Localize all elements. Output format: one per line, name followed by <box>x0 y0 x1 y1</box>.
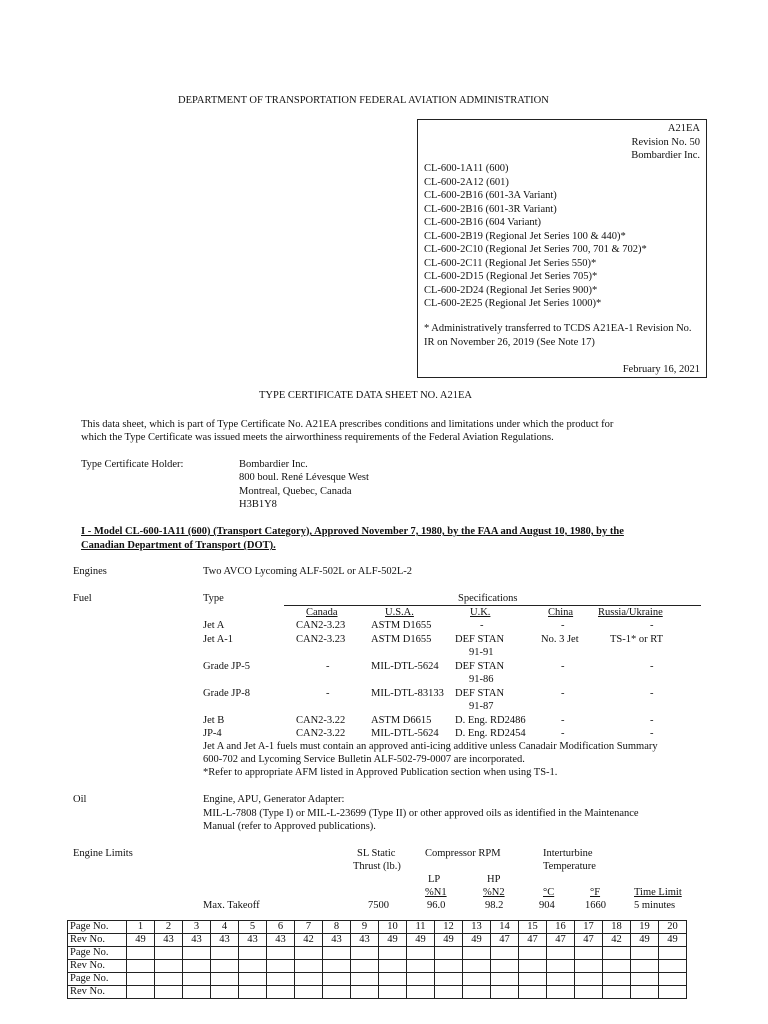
table-cell <box>267 960 295 973</box>
table-cell <box>155 973 183 986</box>
fuel-type-cell: JP-4 <box>203 728 222 739</box>
table-cell <box>267 973 295 986</box>
table-cell <box>435 960 463 973</box>
table-cell <box>323 986 351 999</box>
table-cell: 3 <box>183 921 211 934</box>
table-cell <box>295 986 323 999</box>
rpm-header: Compressor RPM <box>425 848 501 859</box>
table-row <box>68 947 687 960</box>
row-label: Rev No. <box>68 960 127 973</box>
table-cell <box>659 960 687 973</box>
table-cell: 1 <box>127 921 155 934</box>
engine-limits-label: Engine Limits <box>73 848 133 859</box>
table-cell: 42 <box>603 934 631 947</box>
fuel-uk-cell-cont: 91-86 <box>469 674 494 685</box>
holder-address-3: Montreal, Quebec, Canada <box>239 486 352 497</box>
table-cell <box>547 947 575 960</box>
table-cell <box>155 960 183 973</box>
table-cell: 4 <box>211 921 239 934</box>
table-cell: 43 <box>239 934 267 947</box>
table-cell: 47 <box>491 934 519 947</box>
table-cell <box>603 960 631 973</box>
model-item: CL-600-1A11 (600) <box>424 163 509 174</box>
model-item: CL-600-2A12 (601) <box>424 176 509 188</box>
table-cell <box>351 973 379 986</box>
table-cell <box>603 986 631 999</box>
table-cell <box>239 986 267 999</box>
table-cell <box>127 960 155 973</box>
table-cell <box>575 947 603 960</box>
fuel-col-canada: Canada <box>306 607 338 618</box>
fuel-china-cell: - <box>561 620 565 631</box>
table-cell: 20 <box>659 921 687 934</box>
fuel-china-cell: No. 3 Jet <box>541 634 579 645</box>
table-cell <box>379 986 407 999</box>
table-cell: 42 <box>295 934 323 947</box>
table-cell <box>631 986 659 999</box>
table-cell <box>407 960 435 973</box>
tcds-header-box <box>417 119 707 378</box>
table-cell <box>659 947 687 960</box>
fuel-russia-cell: - <box>650 688 654 699</box>
model-item: CL-600-2B16 (604 Variant) <box>424 217 542 228</box>
fuel-canada-cell: CAN2-3.22 <box>296 715 346 726</box>
table-cell: 13 <box>463 921 491 934</box>
fuel-col-russia: Russia/Ukraine <box>598 607 663 618</box>
table-cell <box>659 986 687 999</box>
table-cell: 14 <box>491 921 519 934</box>
fahrenheit-header: °F <box>590 887 601 898</box>
table-cell <box>379 973 407 986</box>
table-cell: 7 <box>295 921 323 934</box>
temp-header-1: Interturbine <box>543 848 593 859</box>
model-item: CL-600-2B16 (601-3A Variant) <box>424 190 557 201</box>
table-cell <box>407 947 435 960</box>
fuel-russia-cell: - <box>650 728 654 739</box>
table-cell <box>491 973 519 986</box>
model-list <box>424 162 647 311</box>
fuel-uk-cell: - <box>480 620 484 631</box>
hp-header-1: HP <box>487 874 501 885</box>
table-cell <box>183 973 211 986</box>
table-cell <box>435 947 463 960</box>
fuel-canada-cell: CAN2-3.23 <box>296 634 346 645</box>
table-cell <box>295 947 323 960</box>
page-revision-table <box>67 920 687 999</box>
fuel-uk-cell: D. Eng. RD2454 <box>455 728 526 739</box>
table-cell: 18 <box>603 921 631 934</box>
table-cell <box>659 973 687 986</box>
table-cell <box>463 986 491 999</box>
holder-name: Bombardier Inc. <box>631 150 700 161</box>
table-cell <box>239 973 267 986</box>
oil-line-1: Engine, APU, Generator Adapter: <box>203 794 345 805</box>
engines-label: Engines <box>73 566 107 577</box>
lp-header-2: %N1 <box>425 887 447 898</box>
thrust-value: 7500 <box>368 900 389 911</box>
tcds-number: A21EA <box>667 123 700 134</box>
table-row <box>68 934 687 947</box>
table-cell: 49 <box>407 934 435 947</box>
model-item: CL-600-2D24 (Regional Jet Series 900)* <box>424 284 598 296</box>
fuel-canada-cell: CAN2-3.22 <box>296 728 346 739</box>
table-cell: 49 <box>435 934 463 947</box>
row-label: Rev No. <box>68 934 127 947</box>
thrust-header-1: SL Static <box>357 848 396 859</box>
row-label: Rev No. <box>68 986 127 999</box>
fuel-col-china: China <box>548 607 574 618</box>
fuel-type-cell: Grade JP-8 <box>203 688 250 699</box>
table-cell <box>547 960 575 973</box>
table-cell <box>519 986 547 999</box>
table-cell <box>603 973 631 986</box>
fuel-uk-cell: DEF STAN <box>455 688 505 699</box>
table-cell <box>351 947 379 960</box>
fuel-note-3: *Refer to appropriate AFM listed in Approved Publication section when using TS-1. <box>203 767 558 778</box>
table-cell <box>239 947 267 960</box>
fuel-russia-cell: TS-1* or RT <box>610 634 664 645</box>
table-cell <box>407 973 435 986</box>
table-cell <box>323 973 351 986</box>
fuel-col-usa: U.S.A. <box>385 607 414 618</box>
table-cell <box>519 947 547 960</box>
fuel-usa-cell: MIL-DTL-5624 <box>371 728 439 739</box>
table-cell <box>631 947 659 960</box>
table-cell <box>211 960 239 973</box>
fuel-russia-cell: - <box>650 715 654 726</box>
table-cell: 43 <box>323 934 351 947</box>
table-cell: 5 <box>239 921 267 934</box>
holder-address-2: 800 boul. René Lévesque West <box>239 472 369 483</box>
data-sheet-title: TYPE CERTIFICATE DATA SHEET NO. A21EA <box>259 390 473 401</box>
table-cell <box>211 986 239 999</box>
fuel-col-uk: U.K. <box>470 607 491 618</box>
fuel-label: Fuel <box>73 593 92 604</box>
section-heading-1: I - Model CL-600-1A11 (600) (Transport Category), Approved November 7, 1980, by the FAA and August 10, 1980, by the <box>81 526 624 537</box>
table-cell <box>519 973 547 986</box>
table-cell <box>379 960 407 973</box>
thrust-header-2: Thrust (lb.) <box>353 861 401 872</box>
table-cell: 43 <box>211 934 239 947</box>
table-cell <box>323 960 351 973</box>
hp-header-2: %N2 <box>483 887 505 898</box>
fuel-usa-cell: MIL-DTL-83133 <box>371 688 444 699</box>
table-cell <box>127 986 155 999</box>
model-item: CL-600-2B16 (601-3R Variant) <box>424 203 557 215</box>
table-cell <box>351 986 379 999</box>
table-cell: 47 <box>547 934 575 947</box>
table-cell <box>491 947 519 960</box>
fuel-uk-cell-cont: 91-87 <box>469 701 494 712</box>
table-cell <box>491 960 519 973</box>
table-cell: 9 <box>351 921 379 934</box>
table-cell <box>575 973 603 986</box>
table-cell <box>463 973 491 986</box>
fuel-usa-cell: ASTM D1655 <box>371 634 432 645</box>
celsius-header: °C <box>543 887 555 898</box>
table-cell <box>351 960 379 973</box>
table-row <box>68 921 687 934</box>
fuel-type-cell: Jet A <box>203 620 225 631</box>
lp-value: 96.0 <box>427 900 446 911</box>
fuel-note-1: Jet A and Jet A-1 fuels must contain an approved anti-icing additive unless Canadair Modification Summary <box>203 741 658 752</box>
table-cell <box>295 973 323 986</box>
table-cell: 10 <box>379 921 407 934</box>
fuel-spec-header: Specifications <box>458 593 518 604</box>
table-cell: 49 <box>463 934 491 947</box>
table-cell <box>631 960 659 973</box>
holder-address-1: Bombardier Inc. <box>239 459 308 470</box>
model-item: CL-600-2C10 (Regional Jet Series 700, 701 & 702)* <box>424 244 647 255</box>
fuel-china-cell: - <box>561 688 565 699</box>
fuel-canada-cell: - <box>326 688 330 699</box>
table-row <box>68 986 687 999</box>
fuel-type-cell: Grade JP-5 <box>203 661 250 672</box>
model-item: CL-600-2D15 (Regional Jet Series 705)* <box>424 271 598 282</box>
time-limit-value: 5 minutes <box>634 900 676 911</box>
table-cell <box>547 986 575 999</box>
table-cell: 49 <box>631 934 659 947</box>
oil-label: Oil <box>73 794 87 805</box>
table-cell <box>323 947 351 960</box>
table-cell: 43 <box>183 934 211 947</box>
table-cell <box>603 947 631 960</box>
fuel-usa-cell: MIL-DTL-5624 <box>371 661 439 672</box>
revision-number: Revision No. 50 <box>631 136 700 148</box>
fuel-china-cell: - <box>561 661 565 672</box>
fahrenheit-value: 1660 <box>585 900 606 911</box>
table-cell: 8 <box>323 921 351 934</box>
table-cell: 49 <box>379 934 407 947</box>
model-item: CL-600-2E25 (Regional Jet Series 1000)* <box>424 298 602 309</box>
table-cell <box>575 986 603 999</box>
fuel-type-cell: Jet A-1 <box>203 634 234 645</box>
hp-value: 98.2 <box>485 900 504 911</box>
table-cell: 43 <box>155 934 183 947</box>
table-cell <box>379 947 407 960</box>
model-item: CL-600-2B19 (Regional Jet Series 100 & 440)* <box>424 230 626 242</box>
table-row <box>68 973 687 986</box>
fuel-uk-cell: DEF STAN <box>455 634 505 645</box>
max-takeoff-label: Max. Takeoff <box>203 900 260 911</box>
fuel-uk-cell: DEF STAN <box>455 661 505 672</box>
table-cell: 17 <box>575 921 603 934</box>
fuel-china-cell: - <box>561 715 565 726</box>
table-cell <box>183 947 211 960</box>
table-cell: 2 <box>155 921 183 934</box>
celsius-value: 904 <box>539 900 555 911</box>
fuel-russia-cell: - <box>650 661 654 672</box>
time-limit-header: Time Limit <box>634 887 682 898</box>
temp-header-2: Temperature <box>543 861 596 872</box>
fuel-usa-cell: ASTM D1655 <box>371 620 432 631</box>
table-cell: 19 <box>631 921 659 934</box>
fuel-type-header: Type <box>203 593 224 604</box>
table-cell <box>211 973 239 986</box>
table-cell: 6 <box>267 921 295 934</box>
issue-date: February 16, 2021 <box>622 364 700 375</box>
table-cell <box>239 960 267 973</box>
table-cell <box>519 960 547 973</box>
fuel-type-cell: Jet B <box>203 715 225 726</box>
transfer-note: * Administratively transferred to TCDS A21EA-1 Revision No. IR on November 26, 2019 (See Note 17) <box>424 323 692 348</box>
table-cell: 49 <box>127 934 155 947</box>
table-cell: 43 <box>351 934 379 947</box>
fuel-uk-cell: D. Eng. RD2486 <box>455 715 526 726</box>
fuel-canada-cell: CAN2-3.23 <box>296 620 346 631</box>
table-cell <box>267 986 295 999</box>
table-cell: 16 <box>547 921 575 934</box>
intro-line-2: which the Type Certificate was issued meets the airworthiness requirements of the Federal Aviation Regulations. <box>81 432 554 443</box>
oil-line-2: MIL-L-7808 (Type I) or MIL-L-23699 (Type II) or other approved oils as identified in the Maintenance <box>203 808 639 819</box>
row-label: Page No. <box>68 921 127 934</box>
oil-line-3: Manual (refer to Approved publications). <box>203 821 376 832</box>
table-row <box>68 960 687 973</box>
table-cell <box>155 986 183 999</box>
table-cell <box>631 973 659 986</box>
table-cell <box>267 947 295 960</box>
table-cell <box>435 986 463 999</box>
table-cell <box>435 973 463 986</box>
table-cell <box>295 960 323 973</box>
row-label: Page No. <box>68 973 127 986</box>
engines-value: Two AVCO Lycoming ALF-502L or ALF-502L-2 <box>203 566 412 577</box>
row-label: Page No. <box>68 947 127 960</box>
table-cell: 47 <box>575 934 603 947</box>
table-cell <box>127 973 155 986</box>
section-heading-2: Canadian Department of Transport (DOT). <box>81 540 276 551</box>
fuel-china-cell: - <box>561 728 565 739</box>
model-item: CL-600-2C11 (Regional Jet Series 550)* <box>424 257 597 269</box>
table-cell: 15 <box>519 921 547 934</box>
box-identity <box>631 122 700 163</box>
table-cell <box>463 947 491 960</box>
table-cell: 11 <box>407 921 435 934</box>
table-cell <box>407 986 435 999</box>
fuel-russia-cell: - <box>650 620 654 631</box>
holder-address-4: H3B1Y8 <box>239 499 277 510</box>
fuel-uk-cell-cont: 91-91 <box>469 647 494 658</box>
table-cell <box>211 947 239 960</box>
lp-header-1: LP <box>428 874 441 885</box>
fuel-canada-cell: - <box>326 661 330 672</box>
table-cell <box>183 960 211 973</box>
table-cell <box>491 986 519 999</box>
fuel-note-2: 600-702 and Lycoming Service Bulletin ALF-502-79-0007 are incorporated. <box>203 754 525 765</box>
holder-label: Type Certificate Holder: <box>81 459 184 470</box>
table-cell <box>155 947 183 960</box>
table-cell: 43 <box>267 934 295 947</box>
table-cell <box>575 960 603 973</box>
table-cell <box>547 973 575 986</box>
fuel-usa-cell: ASTM D6615 <box>371 715 432 726</box>
table-cell <box>127 947 155 960</box>
agency-heading: DEPARTMENT OF TRANSPORTATION FEDERAL AVIATION ADMINISTRATION <box>178 95 549 106</box>
table-cell <box>463 960 491 973</box>
table-cell: 49 <box>659 934 687 947</box>
intro-line-1: This data sheet, which is part of Type Certificate No. A21EA prescribes conditions and limitations under which the product for <box>81 419 614 430</box>
table-cell: 47 <box>519 934 547 947</box>
table-cell: 12 <box>435 921 463 934</box>
table-cell <box>183 986 211 999</box>
